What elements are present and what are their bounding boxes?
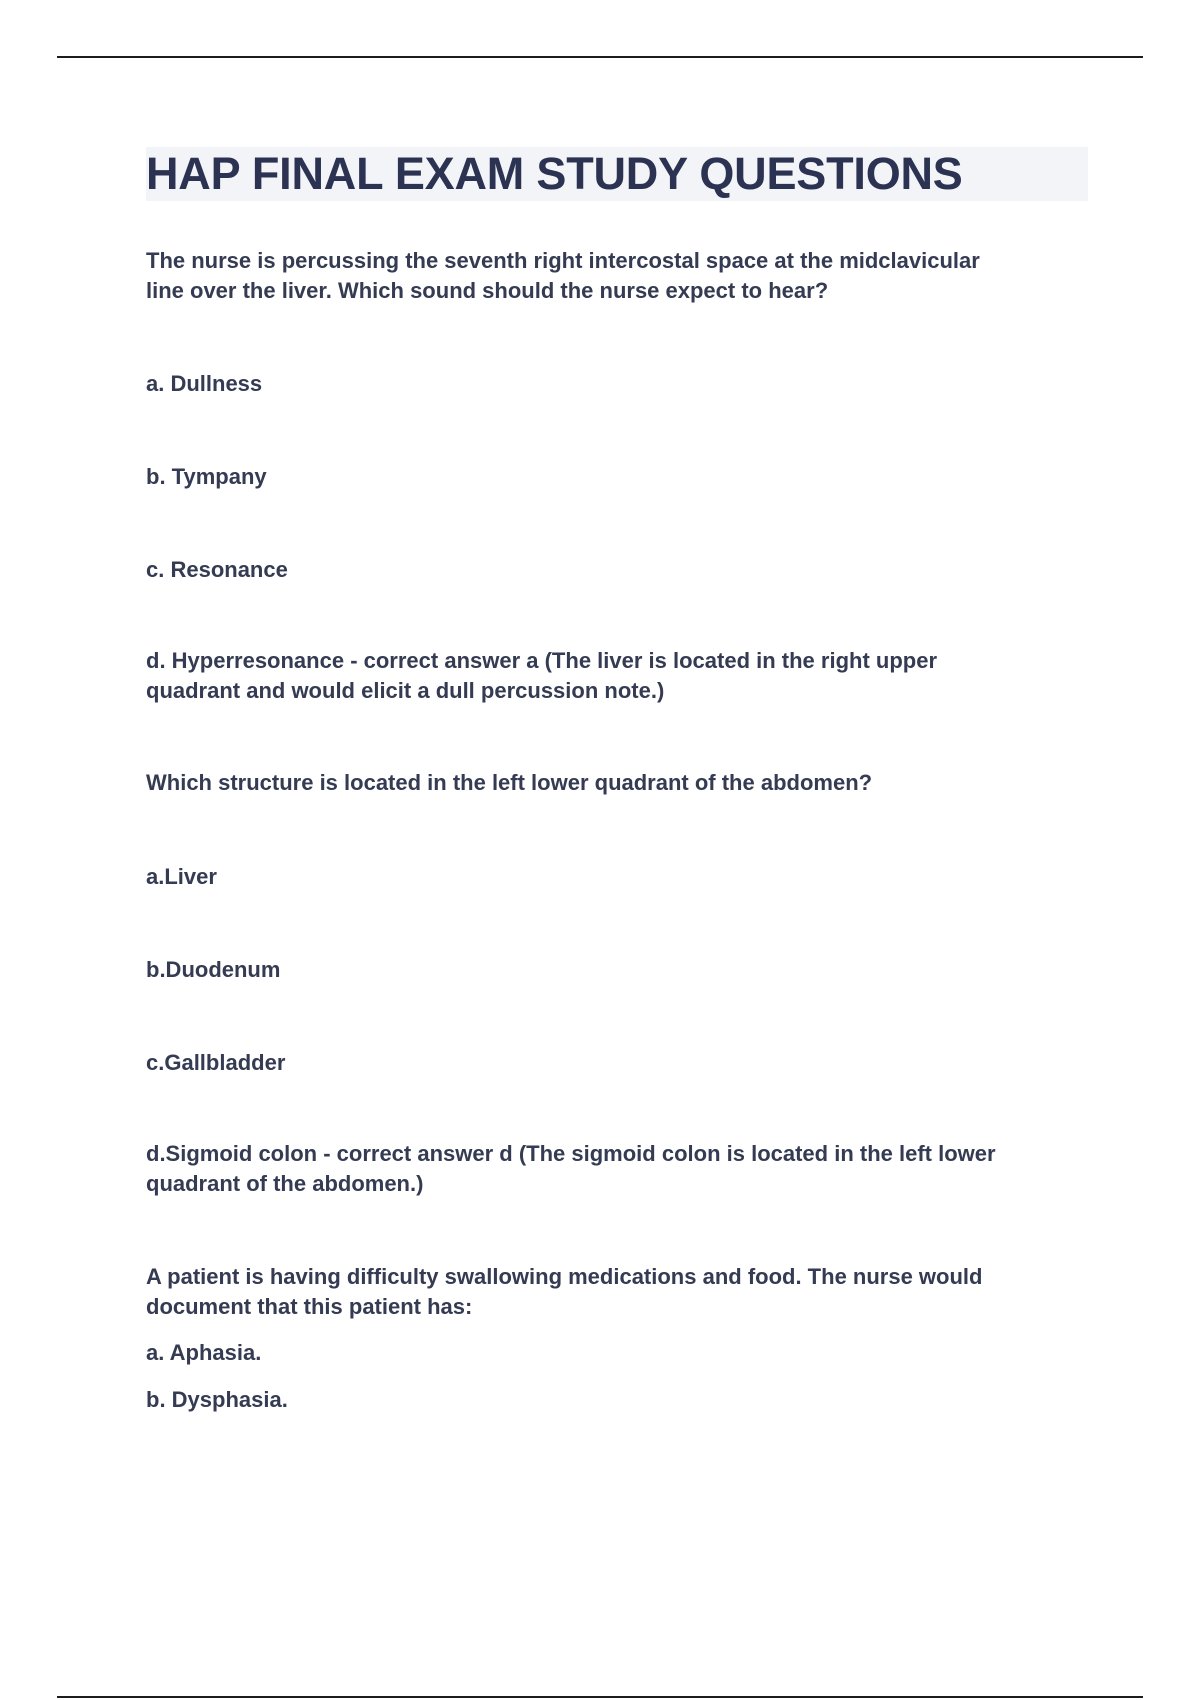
question-1-option-b: b. Tympany [146, 464, 267, 489]
question-1-text-line-2: line over the liver. Which sound should the nurse expect to hear? [146, 278, 829, 303]
top-rule [57, 56, 1143, 58]
question-1-option-d-line-1: d. Hyperresonance - correct answer a (The liver is located in the right upper [146, 648, 938, 673]
question-1-option-a: a. Dullness [146, 371, 263, 396]
question-1-option-c: c. Resonance [146, 557, 288, 582]
question-2-text: Which structure is located in the left lower quadrant of the abdomen? [146, 770, 873, 795]
question-2-option-d-line-1: d.Sigmoid colon - correct answer d (The sigmoid colon is located in the left lower [146, 1141, 996, 1166]
question-1-text-line-1: The nurse is percussing the seventh right intercostal space at the midclavicular [146, 248, 980, 273]
question-3-option-a: a. Aphasia. [146, 1340, 262, 1365]
bottom-rule [57, 1696, 1143, 1698]
question-3-text-line-1: A patient is having difficulty swallowing medications and food. The nurse would [146, 1264, 983, 1289]
question-1-option-d-line-2: quadrant and would elicit a dull percussion note.) [146, 678, 665, 703]
question-3-option-b: b. Dysphasia. [146, 1387, 288, 1412]
question-3-text-line-2: document that this patient has: [146, 1294, 473, 1319]
document-title: HAP FINAL EXAM STUDY QUESTIONS [146, 147, 1088, 201]
question-2-option-d-line-2: quadrant of the abdomen.) [146, 1171, 424, 1196]
question-2-option-a: a.Liver [146, 864, 217, 889]
question-2-option-c: c.Gallbladder [146, 1050, 286, 1075]
question-2-option-b: b.Duodenum [146, 957, 281, 982]
